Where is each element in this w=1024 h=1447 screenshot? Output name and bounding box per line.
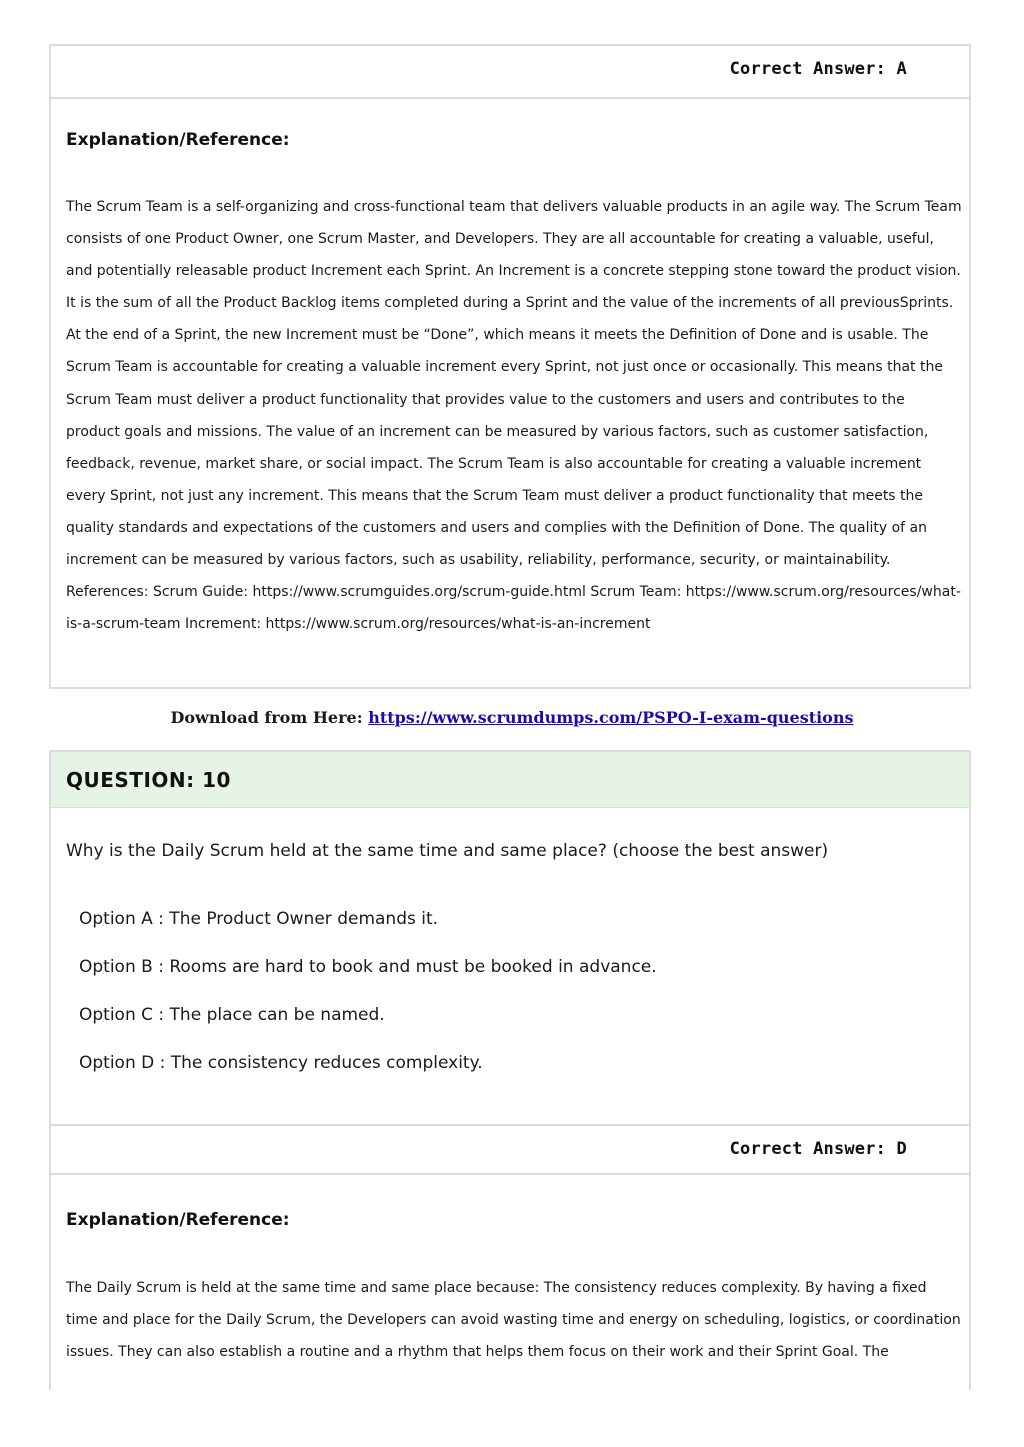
question-text: Why is the Daily Scrum held at the same time and same place? (choose the best answer) bbox=[66, 841, 829, 861]
question-card bbox=[49, 750, 971, 1390]
download-link[interactable]: https://www.scrumdumps.com/PSPO-I-exam-questions bbox=[368, 708, 854, 727]
option-b[interactable]: Option B : Rooms are hard to book and must be booked in advance. bbox=[79, 957, 657, 977]
explanation-heading: Explanation/Reference: bbox=[66, 1210, 290, 1230]
option-c[interactable]: Option C : The place can be named. bbox=[79, 1005, 385, 1025]
option-a[interactable]: Option A : The Product Owner demands it. bbox=[79, 909, 439, 929]
correct-answer: Correct Answer: A bbox=[729, 59, 907, 79]
question-title: QUESTION: 10 bbox=[66, 768, 231, 792]
correct-answer: Correct Answer: D bbox=[729, 1139, 907, 1159]
option-d[interactable]: Option D : The consistency reduces complexity. bbox=[79, 1053, 483, 1073]
download-label: Download from Here: bbox=[170, 708, 369, 727]
download-line bbox=[0, 708, 1024, 727]
correct-answer-row bbox=[51, 46, 969, 99]
answer-explanation-card bbox=[49, 44, 971, 689]
question-header bbox=[51, 752, 969, 808]
explanation-text: The Daily Scrum is held at the same time and same place because: The consistency reduces complexity. By having a fixed time and place for the Daily Scrum, the Developers can avoid wasting time and energy on scheduling, logistics, or coordination issues. They can also establish a routine and a rhythm that helps them focus on their work and their Sprint Goal. The bbox=[66, 1280, 961, 1361]
correct-answer-row bbox=[51, 1124, 969, 1175]
explanation-heading: Explanation/Reference: bbox=[66, 130, 290, 150]
explanation-text: The Scrum Team is a self-organizing and cross-functional team that delivers valuable products in an agile way. The Scrum Team consists of one Product Owner, one Scrum Master, and Developers. They are all accountable for creating a valuable, useful, and potentially releasable product Increment each Sprint. An Increment is a concrete stepping stone toward the product vision. It is the sum of all the Product Backlog items completed during a Sprint and the value of the increments of all previousSprints. At the end of a Sprint, the new Increment must be “Done”, which means it meets the Definition of Done and is usable. The Scrum Team is accountable for creating a valuable increment every Sprint, not just once or occasionally. This means that the Scrum Team must deliver a product functionality that provides value to the customers and users and contributes to the product goals and missions. The value of an increment can be measured by various factors, such as customer satisfaction, feedback, revenue, market share, or social impact. The Scrum Team is also accountable for creating a valuable increment every Sprint, not just any increment. This means that the Scrum Team must deliver a product functionality that meets the quality standards and expectations of the customers and users and complies with the Definition of Done. The quality of an increment can be measured by various factors, such as usability, reliability, performance, security, or maintainability. References: Scrum Guide: https://www.scrumguides.org/scrum-guide.html Scrum Team: https://www.scrum.org/resources/what-is-a-scrum-team Increment: https://www.scrum.org/resources/what-is-an-increment bbox=[66, 199, 962, 633]
